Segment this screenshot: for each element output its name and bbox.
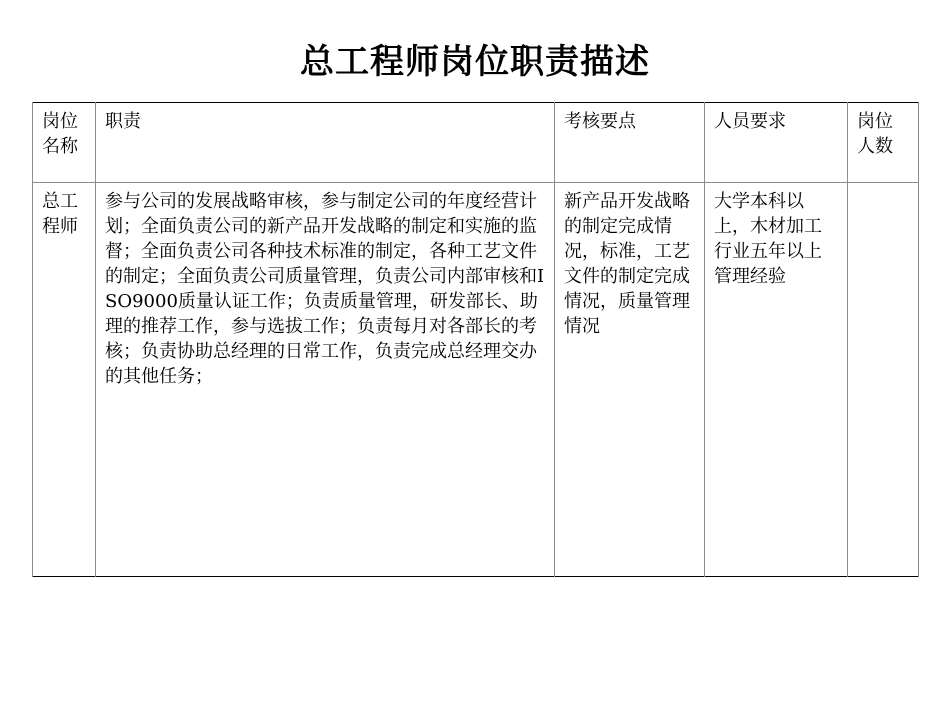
header-duties: 职责 <box>96 103 555 183</box>
table-row <box>33 183 919 577</box>
cell-staff-requirements: 大学本科以上，木材加工行业五年以上管理经验 <box>705 183 848 577</box>
cell-duties: 参与公司的发展战略审核，参与制定公司的年度经营计划；全面负责公司的新产品开发战略的制定和实施的监督；全面负责公司各种技术标准的制定，各种工艺文件的制定；全面负责公司质量管理，负责公司内部审核和ISO9000质量认证工作；负责质量管理，研发部长、助理的推荐工作，参与选拔工作；负责每月对各部长的考核；负责协助总经理的日常工作，负责完成总经理交办的其他任务； <box>96 183 555 577</box>
page-title: 总工程师岗位职责描述 <box>300 42 650 82</box>
header-assessment-points: 考核要点 <box>555 103 705 183</box>
cell-position-name: 总工程师 <box>33 183 96 577</box>
cell-headcount <box>848 183 919 577</box>
header-staff-requirements: 人员要求 <box>705 103 848 183</box>
header-headcount: 岗位人数 <box>848 103 919 183</box>
cell-assessment-points: 新产品开发战略的制定完成情况，标准，工艺文件的制定完成情况，质量管理情况 <box>555 183 705 577</box>
table-header-row <box>33 103 919 183</box>
job-description-table <box>32 102 919 577</box>
header-position-name: 岗位名称 <box>33 103 96 183</box>
